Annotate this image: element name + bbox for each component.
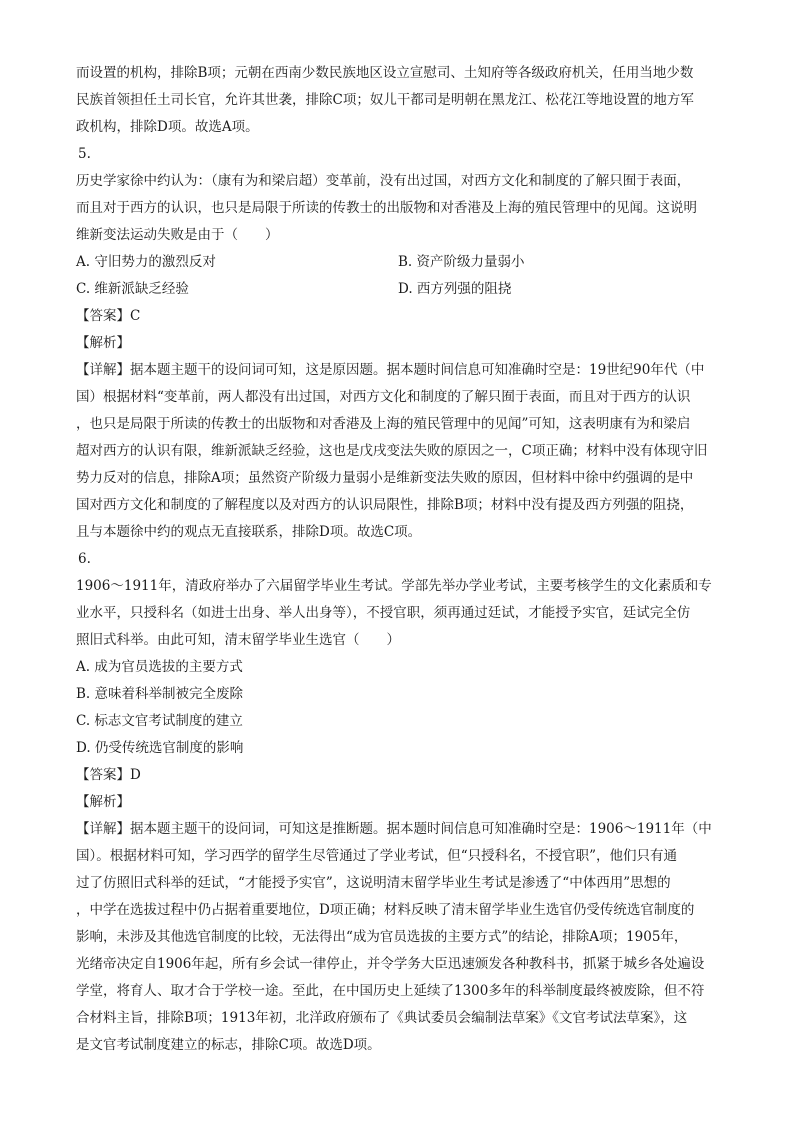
q6-detail-line: 合材料主旨，排除B项；1913年初，北洋政府颁布了《典试委员会编制法草案》《文官考试法草案》，这	[76, 1010, 688, 1026]
question-number-5: 5.	[78, 146, 91, 162]
q5-stem-line: 历史学家徐中约认为：（康有为和梁启超）变革前，没有出过国，对西方文化和制度的了解只囿于表面，	[76, 173, 691, 189]
q5-option-d: D. 西方列强的阻挠	[398, 281, 512, 297]
q6-detail-line: 过了仿照旧式科举的廷试，“才能授予实官”，这说明清末留学毕业生考试是渗透了“中体西用”思想的	[76, 875, 671, 891]
q5-detail-line: 国对西方文化和制度的了解程度以及对西方的认识局限性，排除B项；材料中没有提及西方列强的阻挠，	[76, 497, 694, 513]
q5-stem-line: 而且对于西方的认识，也只是局限于所读的传教士的出版物和对香港及上海的殖民管理中的见闻。这说明	[76, 200, 697, 216]
intro-line: 而设置的机构，排除B项；元朝在西南少数民族地区设立宣慰司、土知府等各级政府机关，任用当地少数	[76, 65, 694, 81]
q5-answer: 【答案】C	[76, 308, 141, 324]
q6-stem-line: 照旧式科举。由此可知，清末留学毕业生选官（ ）	[76, 632, 400, 648]
q5-option-b: B. 资产阶级力量弱小	[398, 254, 525, 270]
q6-detail-line: 国）。根据材料可知，学习西学的留学生尽管通过了学业考试，但“只授科名，不授官职”，他们只有通	[76, 848, 678, 864]
q6-answer: 【答案】D	[76, 767, 141, 783]
q5-detail-line: 超对西方的认识有限，维新派缺乏经验，这也是戊戌变法失败的原因之一，C项正确；材料中没有体现守旧	[76, 443, 708, 459]
q5-detail-line: ，也只是局限于所读的传教士的出版物和对香港及上海的殖民管理中的见闻”可知，这表明康有为和梁启	[76, 416, 691, 432]
question-number-6: 6.	[78, 551, 91, 567]
q6-detail-line: 是文官考试制度建立的标志，排除C项。故选D项。	[76, 1037, 381, 1053]
intro-line: 民族首领担任土司长官，允许其世袭，排除C项；奴儿干都司是明朝在黑龙江、松花江等地设置的地方军	[76, 92, 694, 108]
q6-option-b: B. 意味着科举制被完全废除	[76, 686, 244, 702]
q6-detail-line: 影响，未涉及其他选官制度的比较，无法得出“成为官员选拔的主要方式”的结论，排除A项；1905年，	[76, 929, 688, 945]
q6-option-c: C. 标志文官考试制度的建立	[76, 713, 243, 729]
q6-detail-line: ，中学在选拔过程中仍占据着重要地位，D项正确；材料反映了清末留学毕业生选官仍受传统选官制度的	[76, 902, 695, 918]
q6-option-a: A. 成为官员选拔的主要方式	[76, 659, 243, 675]
q5-option-c: C. 维新派缺乏经验	[76, 281, 189, 297]
q6-stem-line: 1906～1911年，清政府举办了六届留学毕业生考试。学部先举办学业考试，主要考核学生的文化素质和专	[76, 578, 712, 594]
q5-detail-line: 势力反对的信息，排除A项；虽然资产阶级力量弱小是维新变法失败的原因，但材料中徐中约强调的是中	[76, 470, 694, 486]
q6-analysis-heading: 【解析】	[76, 794, 130, 810]
q6-stem-line: 业水平，只授科名（如进士出身、举人出身等），不授官职，须再通过廷试，才能授予实官，廷试完全仿	[76, 605, 691, 621]
q5-detail-line: 且与本题徐中约的观点无直接联系，排除D项。故选C项。	[76, 524, 422, 540]
intro-line: 政机构，排除D项。故选A项。	[76, 119, 259, 135]
q5-option-a: A. 守旧势力的激烈反对	[76, 254, 216, 270]
q5-analysis-heading: 【解析】	[76, 335, 130, 351]
q6-detail-line: 学堂，将育人、取才合于学校一途。至此，在中国历史上延续了1300多年的科举制度最终被废除，但不符	[76, 983, 705, 999]
q6-detail-line: 【详解】据本题主题干的设问词，可知这是推断题。据本题时间信息可知准确时空是：1906～1911年（中	[76, 821, 712, 837]
q6-option-d: D. 仍受传统选官制度的影响	[76, 740, 244, 756]
q5-detail-line: 国）根据材料“变革前，两人都没有出过国，对西方文化和制度的了解只囿于表面，而且对于西方的认识	[76, 389, 691, 405]
q5-stem-line: 维新变法运动失败是由于（ ）	[76, 227, 279, 243]
q6-detail-line: 光绪帝决定自1906年起，所有乡会试一律停止，并令学务大臣迅速颁发各种教科书，抓紧于城乡各处遍设	[76, 956, 705, 972]
q5-detail-line: 【详解】据本题主题干的设问词可知，这是原因题。据本题时间信息可知准确时空是：19世纪90年代（中	[76, 362, 705, 378]
